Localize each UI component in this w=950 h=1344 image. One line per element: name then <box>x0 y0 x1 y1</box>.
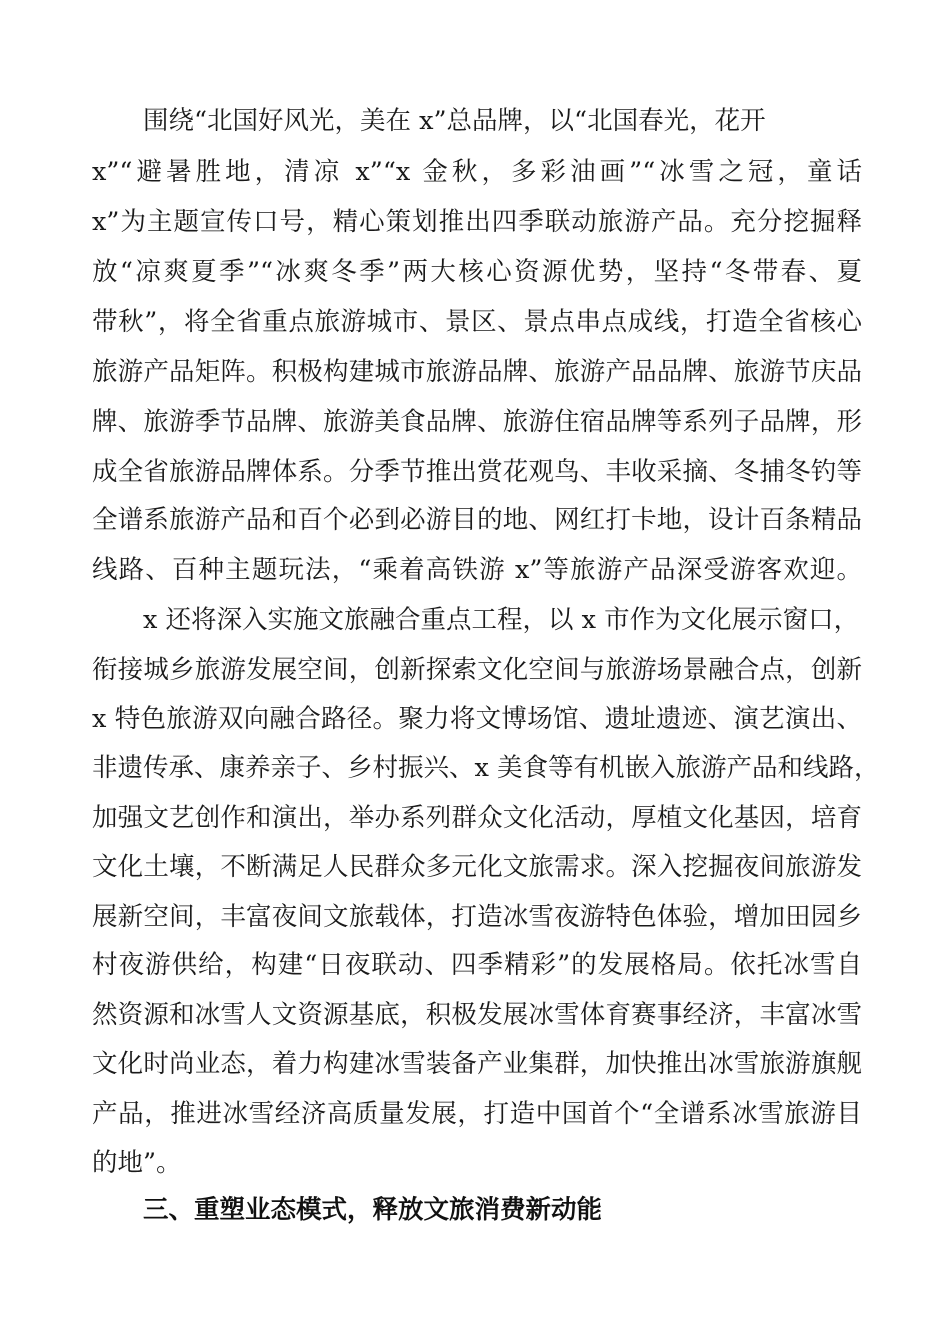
paragraph-1-line-2: x”“避暑胜地，清凉 x”“x 金秋，多彩油画”“冰雪之冠，童话 <box>92 157 862 187</box>
paragraph-1-line-6: 旅游产品矩阵。积极构建城市旅游品牌、旅游产品品牌、旅游节庆品 <box>92 357 862 387</box>
paragraph-1-line-5: 带秋”，将全省重点旅游城市、景区、景点串点成线，打造全省核心 <box>92 307 862 337</box>
paragraph-2-line-2: 衔接城乡旅游发展空间，创新探索文化空间与旅游场景融合点，创新 <box>92 655 862 685</box>
paragraph-2-line-9: 然资源和冰雪人文资源基底，积极发展冰雪体育赛事经济，丰富冰雪 <box>92 1000 862 1030</box>
paragraph-1-line-8: 成全省旅游品牌体系。分季节推出赏花观鸟、丰收采摘、冬捕冬钓等 <box>92 457 862 487</box>
paragraph-1-line-9: 全谱系旅游产品和百个必到必游目的地、网红打卡地，设计百条精品 <box>92 505 862 535</box>
paragraph-2-line-6: 文化土壤，不断满足人民群众多元化文旅需求。深入挖掘夜间旅游发 <box>92 852 862 882</box>
paragraph-1-line-3: x”为主题宣传口号，精心策划推出四季联动旅游产品。充分挖掘释 <box>92 207 862 237</box>
paragraph-1-line-1: 围绕“北国好风光，美在 x”总品牌，以“北国春光，花开 <box>143 106 766 136</box>
paragraph-2-line-4: 非遗传承、康养亲子、乡村振兴、x 美食等有机嵌入旅游产品和线路， <box>92 753 880 783</box>
paragraph-2-line-3: x 特色旅游双向融合路径。聚力将文博场馆、遗址遗迹、演艺演出、 <box>92 704 862 734</box>
paragraph-2-line-12: 的地”。 <box>92 1148 182 1178</box>
paragraph-2-line-1: x 还将深入实施文旅融合重点工程，以 x 市作为文化展示窗口， <box>143 605 860 635</box>
paragraph-2-line-8: 村夜游供给，构建“日夜联动、四季精彩”的发展格局。依托冰雪自 <box>92 950 862 980</box>
paragraph-1-line-7: 牌、旅游季节品牌、旅游美食品牌、旅游住宿品牌等系列子品牌，形 <box>92 407 862 437</box>
paragraph-1-line-10: 线路、百种主题玩法，“乘着高铁游 x”等旅游产品深受游客欢迎。 <box>92 555 862 585</box>
paragraph-1-line-4: 放“凉爽夏季”“冰爽冬季”两大核心资源优势，坚持“冬带春、夏 <box>92 257 862 287</box>
section-heading: 三、重塑业态模式，释放文旅消费新动能 <box>143 1195 603 1225</box>
paragraph-2-line-7: 展新空间，丰富夜间文旅载体，打造冰雪夜游特色体验，增加田园乡 <box>92 902 862 932</box>
paragraph-2-line-10: 文化时尚业态，着力构建冰雪装备产业集群，加快推出冰雪旅游旗舰 <box>92 1049 862 1079</box>
paragraph-2-line-5: 加强文艺创作和演出，举办系列群众文化活动，厚植文化基因，培育 <box>92 803 862 833</box>
paragraph-2-line-11: 产品，推进冰雪经济高质量发展，打造中国首个“全谱系冰雪旅游目 <box>92 1099 862 1129</box>
